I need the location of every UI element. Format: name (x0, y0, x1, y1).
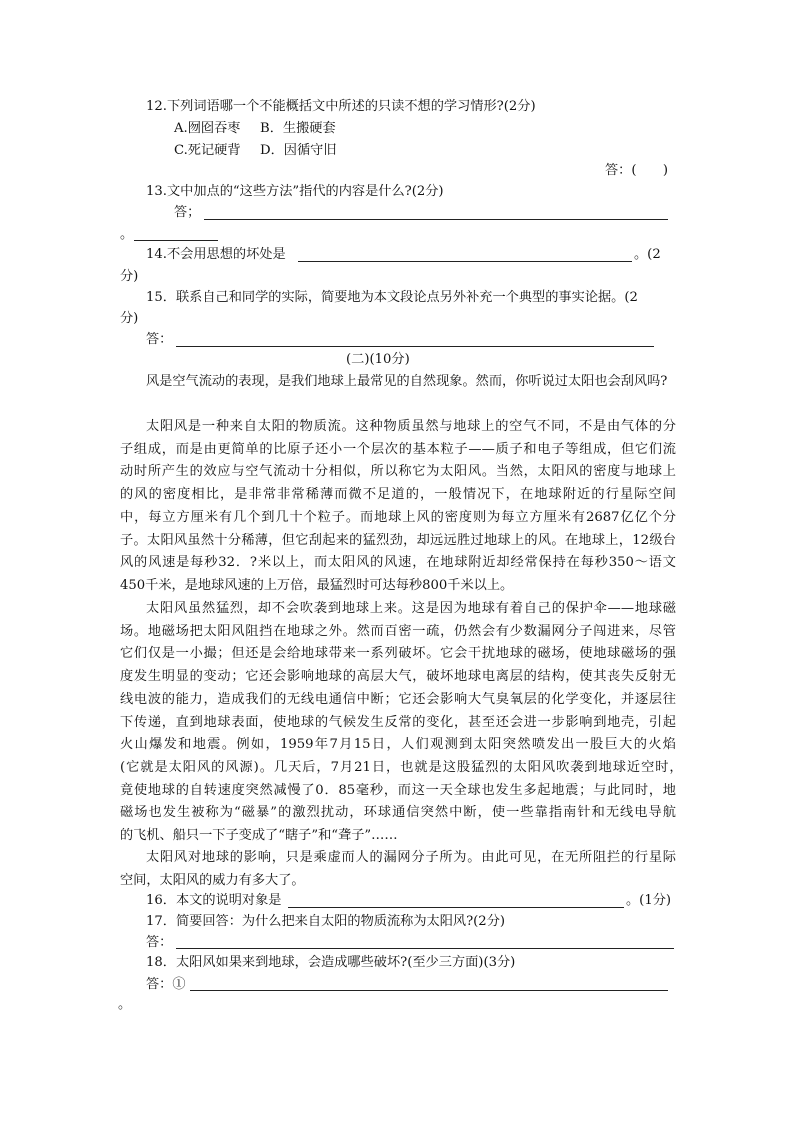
q18-answer-label: 答：① (146, 977, 186, 992)
q18-end-mark: 。 (118, 997, 132, 1012)
q17-answer-line[interactable] (176, 948, 674, 949)
q13-answer-line[interactable] (204, 219, 668, 220)
q13-stem: 13.文中加点的“这些方法”指代的内容是什么?(2分) (146, 184, 444, 199)
q13-answer-line-2[interactable] (134, 240, 218, 241)
q12-option-a: A.囫囵吞枣 (174, 121, 241, 136)
q17-answer-label: 答： (146, 935, 173, 950)
q16-stem: 16．本文的说明对象是 (146, 893, 282, 908)
passage-paragraph-4: 太阳风对地球的影响，只是乘虚而人的漏网分子所为。由此可见，在无所阻拦的行星际 空间，太阳风的威力有多大了。 (120, 850, 703, 888)
q12-option-b: B．生搬硬套 (260, 121, 336, 136)
q12-option-d: D．因循守旧 (260, 143, 337, 158)
q18-answer-line[interactable] (190, 990, 668, 991)
q15-stem: 15．联系自己和同学的实际，简要地为本文段论点另外补充一个典型的事实论据。(2 (146, 290, 638, 305)
q16-tail: 。(1分) (626, 893, 672, 908)
q13-answer-label: 答； (174, 205, 201, 220)
q14-wrap: 分) (120, 269, 139, 284)
q18-stem: 18．太阳风如果来到地球，会造成哪些破坏?(至少三方面)(3分) (146, 955, 516, 970)
q14-stem: 14.不会用思想的坏处是 (146, 247, 286, 262)
q17-stem: 17．简要回答：为什么把来自太阳的物质流称为太阳风?(2分) (146, 914, 506, 929)
q15-wrap: 分) (120, 311, 139, 326)
q13-end-mark: 。 (120, 227, 134, 242)
passage-paragraph-3: 太阳风虽然猛烈，却不会吹袭到地球上来。这是因为地球有着自己的保护伞——地球磁 场。地磁场把太阳风阻挡在地球之外。然而百密一疏，仍然会有少数漏网分子闯进来，尽管 它们仅是一小撮；但还是会给地球带来一系列破坏。它会干扰地球的磁场，使地球磁场的强 度发生明显的变动；它还会影响地球的高层大气，破坏地球电离层的结构，使其丧失反射无 线电波的能力，造成我们的无线电通信中断；它还会影响大气臭氧层的化学变化，并逐层往 下传递，直到地球表面，使地球的气候发生反常的变化，甚至还会进一步影响到地壳，引起 火山爆发和地震。例如，1959年7月15日，人们观测到太阳突然喷发出一股巨大的火焰 (它就是太阳风的风源)。几天后，7月21日，也就是这股猛烈的太阳风吹袭到地球近空时， 竟使地球的自转速度突然减慢了0．85毫秒，而这一天全球也发生多起地震；与此同时，地 磁场也发生被称为“磁暴”的激烈扰动，环球通信突然中断，使一些靠指南针和无线电导航 的飞机、船只一下子变成了“瞎子”和“聋子”…… (120, 601, 716, 844)
section2-title: (二)(10分) (346, 352, 410, 367)
q14-answer-line[interactable] (298, 261, 632, 262)
q15-answer-label: 答： (146, 332, 173, 347)
q14-tail: 。(2 (634, 247, 661, 262)
q15-answer-line[interactable] (176, 346, 654, 347)
passage-paragraph-2: 太阳风是一种来自太阳的物质流。这种物质虽然与地球上的空气不同，不是由气体的分 子组成，而是由更简单的比原子还小一个层次的基本粒子——质子和电子等组成，但它们流 动时所产生的效应与空气流动十分相似，所以称它为太阳风。当然，太阳风的密度与地球上 的风的密度相比，是非常非常稀薄而微不足道的，一般情况下，在地球附近的行星际空间 中，每立方厘米有几个到几十个粒子。而地球上风的密度则为每立方厘米有2687亿亿个分 子。太阳风虽然十分稀薄，但它刮起来的猛烈劲，却远远胜过地球上的风。在地球上，12级台风的风速是每秒32．?米以上，而太阳风的风速，在地球附近却经常保持在每秒350～语文 450千米，是地球风速的上万倍，最猛烈时可达每秒800千米以上。 (120, 419, 716, 593)
q12-stem: 12.下列词语哪一个不能概括文中所述的只读不想的学习情形?(2分) (146, 99, 536, 114)
q12-answer-bracket: 答：( ) (605, 163, 669, 178)
q16-answer-line[interactable] (288, 907, 624, 908)
passage-paragraph-1: 风是空气流动的表现，是我们地球上最常见的自然现象。然而，你听说过太阳也会刮风吗? (146, 374, 668, 389)
q12-option-c: C.死记硬背 (174, 143, 241, 158)
